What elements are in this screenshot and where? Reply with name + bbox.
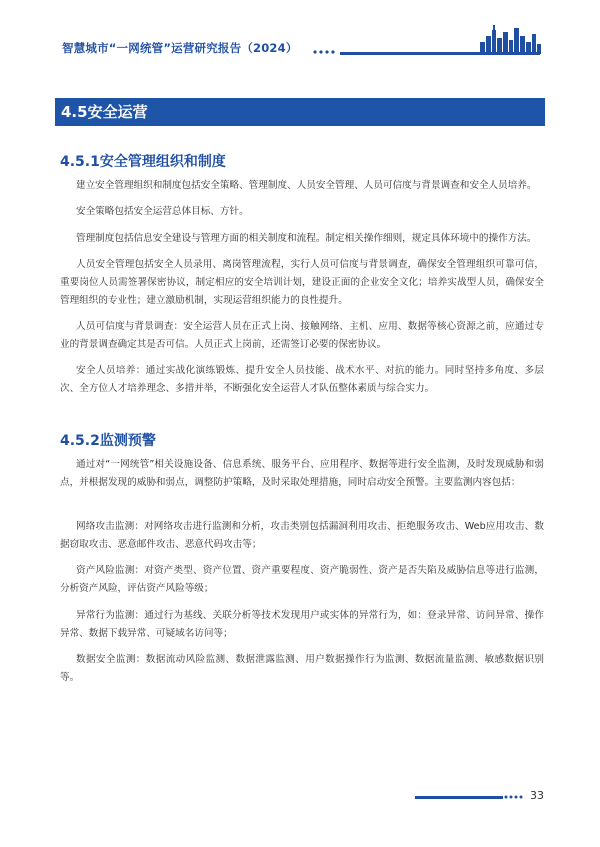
header-dots-icon [312, 48, 338, 56]
page-number: 33 [530, 789, 544, 802]
paragraph: 数据安全监测：数据流动风险监测、数据泄露监测、用户数据操作行为监测、数据流量监测、敏感数据识别等。 [60, 654, 544, 683]
paragraph: 建立安全管理组织和制度包括安全策略、管理制度、人员安全管理、人员可信度与背景调查和安全人员培养。 [76, 180, 537, 191]
paragraph: 安全策略包括安全运营总体目标、方针。 [76, 206, 249, 217]
section-title-bar: 4.5安全运营 [55, 98, 545, 126]
paragraph: 人员安全管理包括安全人员录用、离岗管理流程，实行人员可信度与背景调查，确保安全管理组织可靠可信，重要岗位人员需签署保密协议，制定相应的安全培训计划，建设正面的企业安全文化；培养实战型人员，确保安全管理组织的专业性；建立激励机制，实现运营组织能力的良性提升。 [60, 259, 544, 306]
paragraph: 网络攻击监测：对网络攻击进行监测和分析，攻击类别包括漏洞利用攻击、拒绝服务攻击、Web应用攻击、数据窃取攻击、恶意邮件攻击、恶意代码攻击等； [60, 521, 544, 550]
subsection-heading-2: 4.5.2监测预警 [60, 433, 156, 449]
report-title: 智慧城市“一网统管”运营研究报告（2024） [62, 41, 298, 55]
footer-rule [415, 796, 503, 799]
footer-dots-icon [503, 793, 523, 801]
paragraph: 管理制度包括信息安全建设与管理方面的相关制度和流程。制定相关操作细则，规定具体环境中的操作方法。 [76, 233, 537, 244]
paragraph: 人员可信度与背景调查：安全运营人员在正式上岗、接触网络、主机、应用、数据等核心资源之前，应通过专业的背景调查确定其是否可信。人员正式上岗前，还需签订必要的保密协议。 [60, 321, 544, 350]
subsection-heading-1: 4.5.1安全管理组织和制度 [60, 154, 226, 170]
city-skyline-icon [478, 22, 542, 54]
paragraph: 安全人员培养：通过实战化演练锻炼、提升安全人员技能、战术水平、对抗的能力。同时坚持多角度、多层次、全方位人才培养理念、多措并举，不断强化安全运营人才队伍整体素质与综合实力。 [60, 365, 544, 394]
paragraph: 通过对“一网统管”相关设施设备、信息系统、服务平台、应用程序、数据等进行安全监测，及时发现威胁和弱点，并根据发现的威胁和弱点，调整防护策略，及时采取处理措施，同时启动安全预警。主要监测内容包括： [60, 459, 544, 488]
paragraph: 异常行为监测：通过行为基线、关联分析等技术发现用户或实体的异常行为，如：登录异常、访问异常、操作异常、数据下载异常、可疑域名访问等； [60, 610, 544, 639]
paragraph: 资产风险监测：对资产类型、资产位置、资产重要程度、资产脆弱性、资产是否失陷及威胁信息等进行监测，分析资产风险，评估资产风险等级； [60, 565, 544, 594]
